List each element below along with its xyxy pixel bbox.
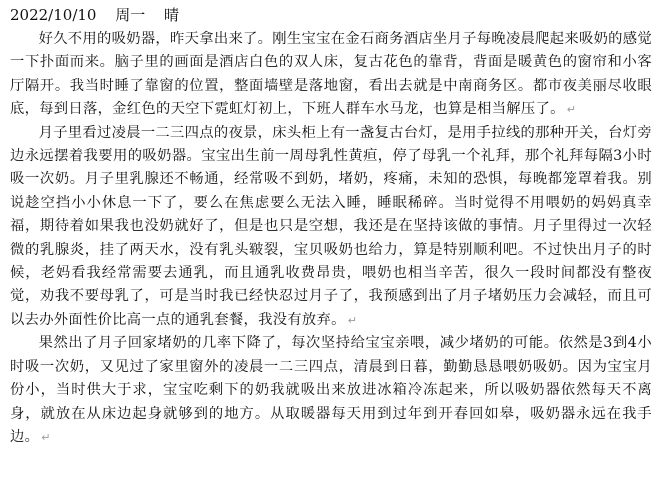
date-text: 2022/10/10	[10, 6, 97, 24]
paragraph-2	[10, 122, 652, 333]
paragraph-text: 月子里看过凌晨一二三四点的夜景，床头柜上有一盏复古台灯，是用手拉线的那种开关，台灯旁边永远摆着我要用的吸奶器。宝宝出生前一周母乳性黄疸，停了母乳一个礼拜，那个礼拜每隔3小时吸一次奶。月子里乳腺还不畅通，经常吸不到奶，堵奶，疼痛，未知的恐惧，每晚都笼罩着我。别说趁空挡小小休息一下了，要么在焦虑要么无法入睡，睡眠稀碎。当时觉得不用喂奶的妈妈真幸福，期待着如果我也没奶就好了，但是也只是空想，我还是在坚持该做的事情。月子里得过一次轻微的乳腺炎，挂了两天水，没有乳头皲裂，宝贝吸奶也给力，算是特别顺利吧。不过快出月子的时候，老妈看我经常需要去通乳，而且通乳收费昂贵，喂奶也相当辛苦，很久一段时间都没有整夜觉，劝我不要母乳了，可是当时我已经快忍过月子了，我预感到出了月子堵奶压力会减轻，而且可以去办外面性价比高一点的通乳套餐，我没有放弃。	[10, 124, 652, 328]
weather-text: 晴	[164, 6, 180, 24]
weekday-text: 周一	[115, 6, 146, 24]
paragraph-mark-icon: ↵	[566, 103, 577, 117]
paragraph-1	[10, 28, 652, 122]
paragraph-text: 好久不用的吸奶器，昨天拿出来了。刚生宝宝在金石商务酒店坐月子每晚凌晨爬起来吸奶的感觉一下扑面而来。脑子里的画面是酒店白色的双人床，复古花色的靠背，背面是暖黄色的窗帘和小客厅隔开。我当时睡了靠窗的位置，整面墙壁是落地窗，看出去就是中南商务区。都市夜美丽尽收眼底，每到日落，金红色的天空下霓虹灯初上，下班人群车水马龙，也算是相当解压了。	[10, 31, 652, 118]
paragraph-text: 果然出了月子回家堵奶的几率下降了，每次坚持给宝宝亲喂，减少堵奶的可能。依然是3到4小时吸一次奶，又见过了家里窗外的凌晨一二三四点，清晨到日暮，勤勤恳恳喂奶吸奶。因为宝宝月份小，当时供大于求，宝宝吃剩下的奶我就吸出来放进冰箱冷冻起来，所以吸奶器依然每天不离身，就放在从床边起身就够到的地方。从取暖器每天用到过年到开春回如皋，吸奶器永远在我手边。	[10, 335, 652, 445]
paragraph-mark-icon: ↵	[41, 430, 51, 444]
paragraph-mark-icon: ↵	[347, 313, 358, 327]
diary-header	[10, 6, 652, 24]
paragraph-3	[10, 332, 652, 449]
